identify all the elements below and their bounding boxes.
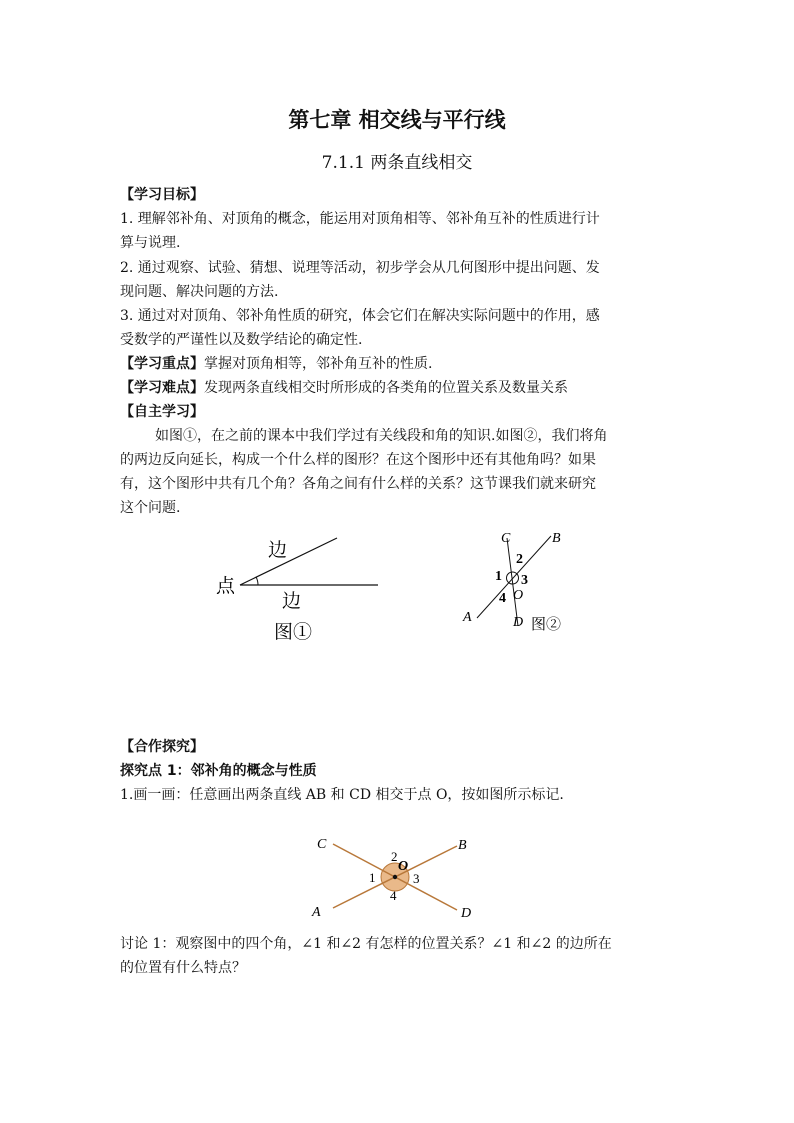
key-point-text: 掌握对顶角相等，邻补角互补的性质. bbox=[204, 356, 433, 372]
angle-label-1: 1 bbox=[369, 870, 376, 885]
angle-label-3: 3 bbox=[413, 871, 420, 886]
figure-2-caption: 图② bbox=[531, 617, 562, 633]
label-C: C bbox=[501, 531, 511, 546]
explore-task-1: 1.画一画：任意画出两条直线 AB 和 CD 相交于点 O，按如图所示标记. bbox=[120, 787, 564, 803]
line-AB bbox=[477, 536, 551, 618]
label-O: O bbox=[398, 859, 409, 874]
goal-2-line-1: 2. 通过观察、试验、猜想、说理等活动，初步学会从几何图形中提出问题、发 bbox=[120, 260, 600, 276]
difficulty-text: 发现两条直线相交时所形成的各类角的位置关系及数量关系 bbox=[204, 380, 568, 396]
angle-label-3: 3 bbox=[521, 573, 528, 588]
angle-label-1: 1 bbox=[495, 569, 502, 584]
label-D: D bbox=[513, 615, 524, 630]
goal-3-line-1: 3. 通过对对顶角、邻补角性质的研究，体会它们在解决实际问题中的作用，感 bbox=[120, 308, 600, 324]
label-side-bottom: 边 bbox=[282, 591, 302, 612]
self-study-line-1: 如图①，在之前的课本中我们学过有关线段和角的知识.如图②，我们将角 bbox=[155, 428, 608, 444]
figure-3-intersecting-lines bbox=[305, 826, 485, 926]
key-point-label: 【学习重点】 bbox=[120, 356, 204, 372]
label-B: B bbox=[552, 531, 561, 546]
chapter-title: 第七章 相交线与平行线 bbox=[288, 108, 506, 132]
difficulty-point bbox=[120, 377, 568, 397]
angle-top-side bbox=[240, 538, 337, 585]
label-B: B bbox=[458, 838, 467, 853]
key-point bbox=[120, 353, 432, 373]
figure-1-angle bbox=[200, 528, 400, 648]
label-side-top: 边 bbox=[268, 540, 288, 561]
angle-label-4: 4 bbox=[499, 591, 506, 606]
point-O bbox=[393, 875, 397, 879]
discussion-line-2: 的位置有什么特点？ bbox=[120, 960, 246, 976]
goals-heading: 【学习目标】 bbox=[120, 187, 204, 203]
label-O: O bbox=[513, 588, 524, 603]
label-vertex: 点 bbox=[216, 576, 236, 597]
figure-1-caption: 图① bbox=[274, 622, 313, 643]
difficulty-label: 【学习难点】 bbox=[120, 380, 204, 396]
angle-arc bbox=[256, 577, 258, 585]
angle-label-2: 2 bbox=[516, 552, 523, 567]
angle-label-2: 2 bbox=[391, 849, 398, 864]
self-study-line-2: 的两边反向延长，构成一个什么样的图形？在这个图形中还有其他角吗？如果 bbox=[120, 452, 596, 468]
label-A: A bbox=[463, 610, 472, 625]
goal-1-line-2: 算与说理. bbox=[120, 235, 181, 251]
label-A: A bbox=[312, 905, 321, 920]
explore-point-1: 探究点 1：邻补角的概念与性质 bbox=[120, 763, 317, 779]
self-study-heading: 【自主学习】 bbox=[120, 404, 204, 420]
goal-2-line-2: 现问题、解决问题的方法. bbox=[120, 284, 279, 300]
label-C: C bbox=[317, 837, 327, 852]
explore-heading: 【合作探究】 bbox=[120, 739, 204, 755]
goal-1-line-1: 1. 理解邻补角、对顶角的概念，能运用对顶角相等、邻补角互补的性质进行计 bbox=[120, 211, 600, 227]
goal-3-line-2: 受数学的严谨性以及数学结论的确定性. bbox=[120, 332, 363, 348]
angle-label-4: 4 bbox=[390, 888, 397, 903]
figure-2-intersecting-lines bbox=[455, 526, 595, 638]
discussion-line-1: 讨论 1：观察图中的四个角，∠1 和∠2 有怎样的位置关系？∠1 和∠2 的边所在 bbox=[120, 936, 612, 952]
self-study-line-3: 有，这个图形中共有几个角？各角之间有什么样的关系？这节课我们就来研究 bbox=[120, 476, 596, 492]
section-title: 7.1.1 两条直线相交 bbox=[321, 153, 473, 173]
self-study-line-4: 这个问题. bbox=[120, 500, 181, 516]
label-D: D bbox=[461, 906, 472, 921]
